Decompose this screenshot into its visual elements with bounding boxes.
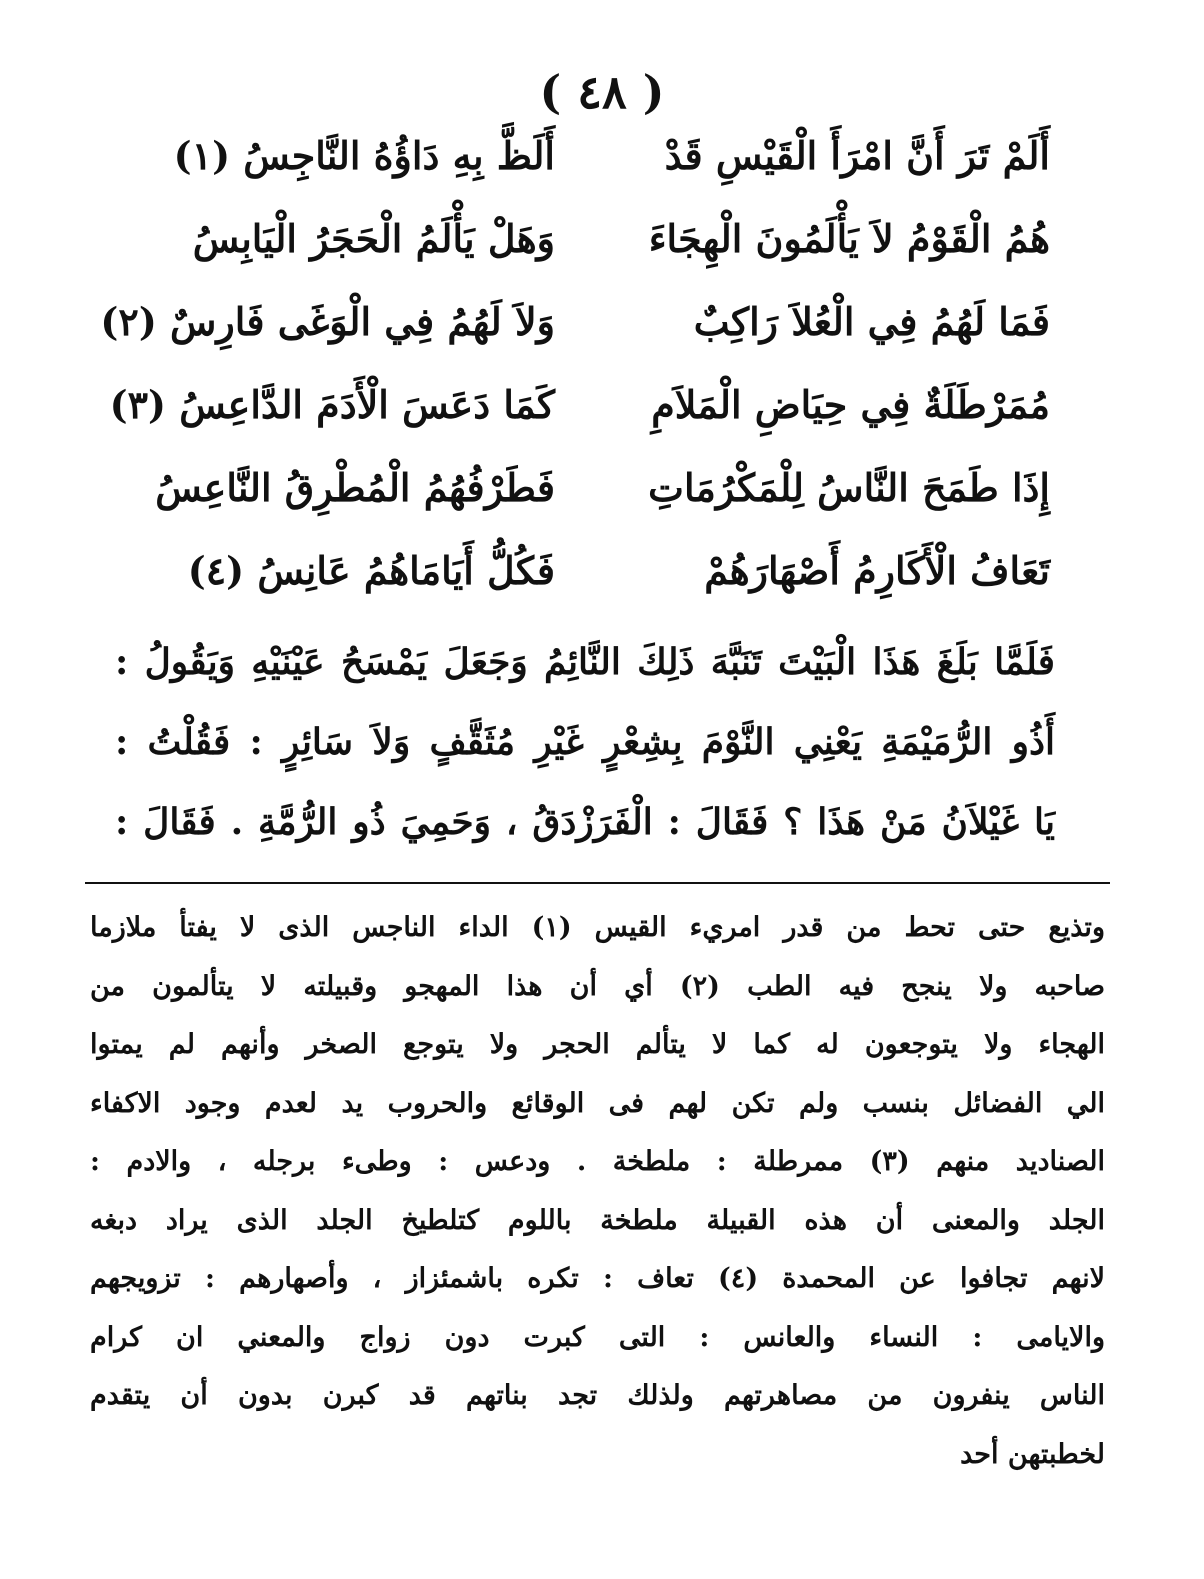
- verse-second-hemistich: فَكُلُّ أَيَامَاهُمُ عَانِسُ (٤): [187, 548, 555, 593]
- poem-verse: [120, 535, 1050, 618]
- verse-second-hemistich: فَطَرْفُهُمُ الْمُطْرِقُ النَّاعِسُ: [155, 465, 555, 510]
- footnote-line: الجلد والمعنى أن هذه القبيلة ملطخة باللوم كتلطيخ الجلد الذى يراد دبغه: [90, 1204, 1105, 1236]
- prose-line: فَلَمَّا بَلَغَ هَذَا الْبَيْتَ تَنَبَّهَ ذَلِكَ النَّائِمُ وَجَعَلَ يَمْسَحُ عَيْنَيْهِ وَيَقُولُ :: [115, 641, 1055, 683]
- footnote-line: الي الفضائل بنسب ولم تكن لهم فى الوقائع والحروب يد لعدم وجود الاكفاء: [90, 1087, 1105, 1119]
- verse-second-hemistich: وَهَلْ يَأْلَمُ الْحَجَرُ الْيَابِسُ: [192, 216, 555, 261]
- verse-first-hemistich: تَعَافُ الْأَكَارِمُ أَصْهَارَهُمْ: [704, 548, 1050, 593]
- poem-verse: [100, 286, 1050, 369]
- verse-second-hemistich: كَمَا دَعَسَ الْأَدَمَ الدَّاعِسُ (٣): [109, 382, 555, 427]
- footnote-line: صاحبه ولا ينجح فيه الطب (٢) أي أن هذا المهجو وقبيلته لا يتألمون من: [90, 970, 1105, 1002]
- prose-line: يَا غَيْلاَنُ مَنْ هَذَا ؟ فَقَالَ : الْفَرَزْدَقُ ، وَحَمِيَ ذُو الرُّمَّةِ . فَقَالَ :: [115, 801, 1055, 843]
- verse-second-hemistich: وَلاَ لَهُمُ فِي الْوَغَى فَارِسٌ (٢): [100, 299, 555, 344]
- verse-first-hemistich: أَلَمْ تَرَ أَنَّ امْرَأَ الْقَيْسِ قَدْ: [664, 133, 1050, 178]
- verse-first-hemistich: فَمَا لَهُمُ فِي الْعُلاَ رَاكِبٌ: [693, 299, 1050, 344]
- poem-verse: [120, 203, 1050, 286]
- footnote-line: والايامى : النساء والعانس : التى كبرت دون زواج والمعني ان كرام: [90, 1321, 1105, 1353]
- page-number: ( ٤٨ ): [539, 65, 665, 119]
- poem-verse: [109, 369, 1050, 452]
- footnote-line: وتذيع حتى تحط من قدر امريء القيس (١) الداء الناجس الذى لا يفتأ ملازما: [90, 912, 1105, 943]
- prose-line: أَذُو الرُّمَيْمَةِ يَعْنِي النَّوْمَ بِشِعْرٍ غَيْرِ مُثَقَّفٍ وَلاَ سَائِرٍ : فَقُلْتُ :: [115, 721, 1055, 763]
- footnotes: [90, 900, 1105, 1485]
- footnote-line: لخطبتهن أحد: [960, 1438, 1105, 1470]
- poem-verse: [120, 120, 1050, 203]
- footnote-line: الناس ينفرون من مصاهرتهم ولذلك تجد بناتهم قد كبرن بدون أن يتقدم: [90, 1380, 1105, 1411]
- footnote-line: لانهم تجافوا عن المحمدة (٤) تعاف : تكره باشمئزاز ، وأصهارهم : تزويجهم: [90, 1263, 1105, 1294]
- verse-first-hemistich: إِذَا طَمَحَ النَّاسُ لِلْمَكْرُمَاتِ: [648, 465, 1050, 510]
- verse-first-hemistich: هُمُ الْقَوْمُ لاَ يَأْلَمُونَ الْهِجَاءَ: [648, 216, 1050, 261]
- prose-paragraph: [115, 626, 1055, 866]
- poem-verse: [120, 452, 1050, 535]
- footnote-line: الصناديد منهم (٣) ممرطلة : ملطخة . ودعس : وطىء برجله ، والادم :: [90, 1146, 1105, 1177]
- footnote-divider: [85, 882, 1110, 884]
- footnote-line: الهجاء ولا يتوجعون له كما لا يتألم الحجر ولا يتوجع الصخر وأنهم لم يمتوا: [90, 1029, 1105, 1060]
- verse-first-hemistich: مُمَرْطَلَةٌ فِي حِيَاضِ الْمَلاَمِ: [651, 382, 1050, 427]
- poem: [100, 120, 1050, 618]
- verse-second-hemistich: أَلَظَّ بِهِ دَاؤُهُ النَّاجِسُ (١): [173, 133, 555, 178]
